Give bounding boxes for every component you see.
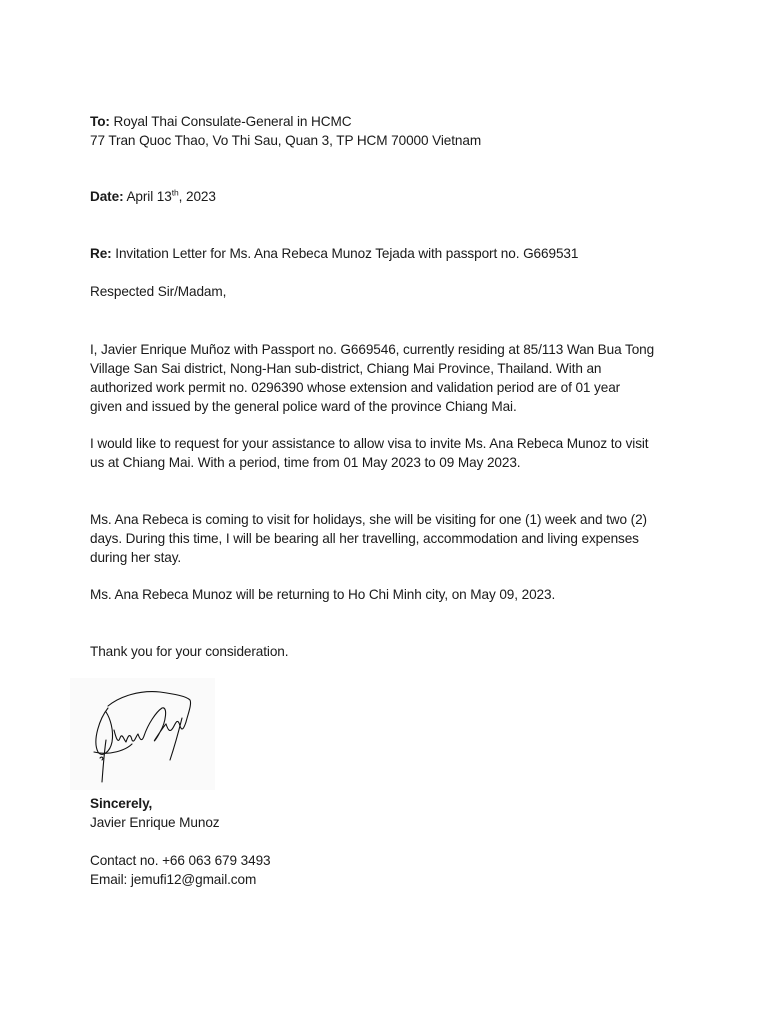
paragraph-line: I, Javier Enrique Muñoz with Passport no. G669546, currently residing at 85/113 Wan Bua Tong (90, 342, 655, 357)
recipient-label: To: (90, 114, 110, 129)
date-ordinal-suffix: th (171, 187, 179, 198)
date-block (90, 187, 680, 206)
subject-label: Re: (90, 246, 112, 261)
recipient-block (90, 112, 680, 150)
paragraph-3 (90, 510, 680, 567)
date-year: , 2023 (178, 189, 216, 204)
date-month-day: April 13 (126, 189, 172, 204)
date-label: Date: (90, 189, 124, 204)
paragraph-2 (90, 434, 680, 472)
paragraph-line: Village San Sai district, Nong-Han sub-district, Chiang Mai Province, Thailand. With an (90, 361, 602, 376)
recipient-address: 77 Tran Quoc Thao, Vo Thi Sau, Quan 3, TP HCM 70000 Vietnam (90, 133, 482, 148)
paragraph-1 (90, 340, 680, 416)
subject-line (90, 244, 680, 263)
paragraph-line: during her stay. (90, 550, 182, 565)
paragraph-line: given and issued by the general police ward of the province Chiang Mai. (90, 399, 517, 414)
subject-block (90, 244, 680, 263)
paragraph-line: us at Chiang Mai. With a period, time from 01 May 2023 to 09 May 2023. (90, 455, 521, 470)
handwritten-signature (70, 678, 215, 790)
contact-phone: Contact no. +66 063 679 3493 (90, 853, 271, 868)
paragraph-line: days. During this time, I will be bearing all her travelling, accommodation and living expenses (90, 531, 639, 546)
salutation: Respected Sir/Madam, (90, 284, 227, 299)
contact-email: Email: jemufi12@gmail.com (90, 872, 257, 887)
paragraph-line: authorized work permit no. 0296390 whose extension and validation period are of 01 year (90, 380, 621, 395)
closing-block (90, 794, 680, 832)
contact-block (90, 851, 680, 889)
paragraph-line: Ms. Ana Rebeca is coming to visit for holidays, she will be visiting for one (1) week and two (2) (90, 512, 647, 527)
paragraph-line: I would like to request for your assistance to allow visa to invite Ms. Ana Rebeca Munoz to visit (90, 436, 649, 451)
subject-text: Invitation Letter for Ms. Ana Rebeca Munoz Tejada with passport no. G669531 (115, 246, 579, 261)
paragraph-4: Ms. Ana Rebeca Munoz will be returning to Ho Chi Minh city, on May 09, 2023. (90, 587, 556, 602)
paragraph-5: Thank you for your consideration. (90, 644, 289, 659)
sign-off: Sincerely, (90, 796, 153, 811)
date-line (90, 187, 680, 206)
recipient-name: Royal Thai Consulate-General in HCMC (113, 114, 352, 129)
signer-name: Javier Enrique Munoz (90, 815, 220, 830)
recipient-line (90, 112, 680, 131)
